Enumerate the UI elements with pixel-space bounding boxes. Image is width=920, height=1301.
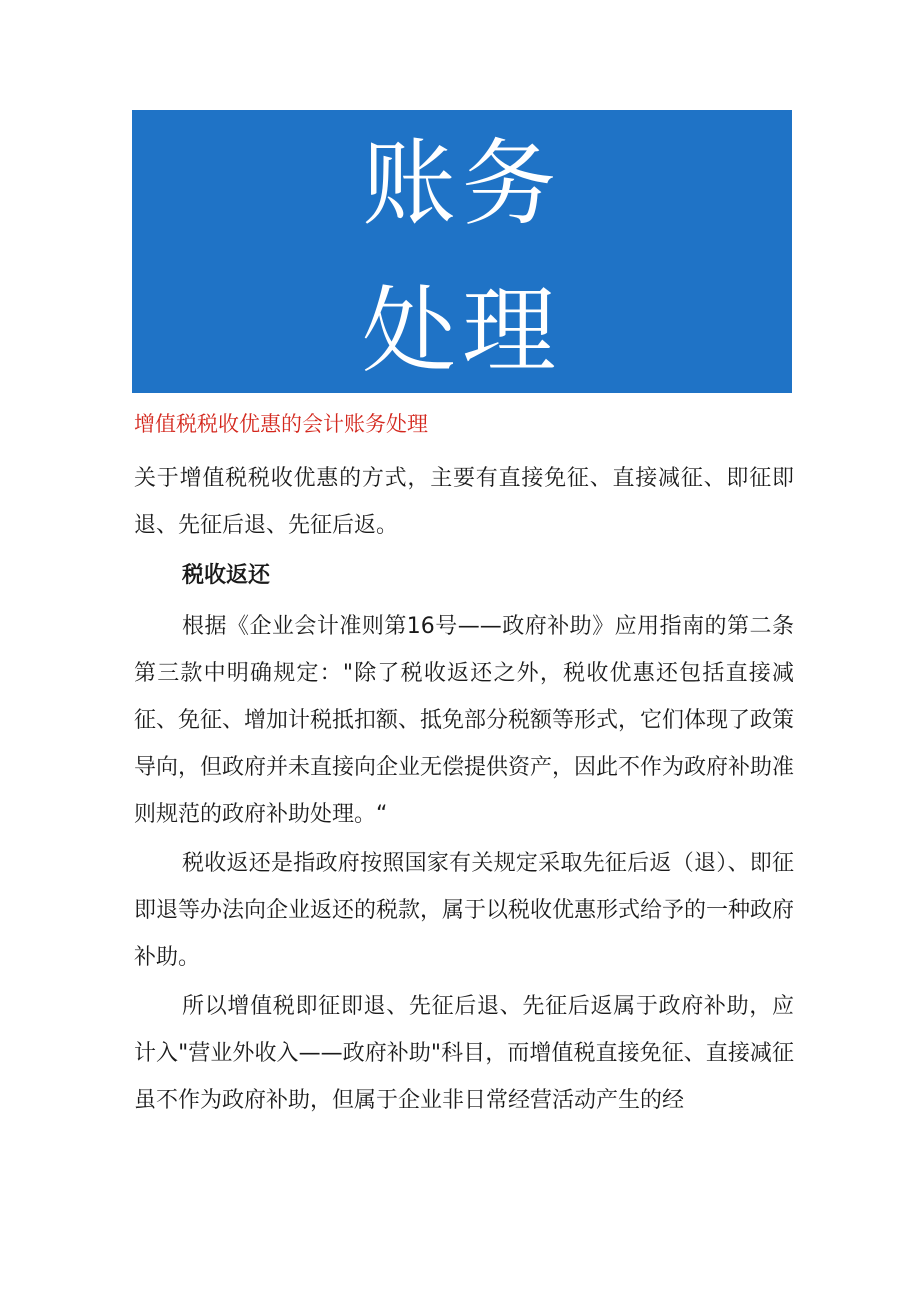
intro-paragraph: 关于增值税税收优惠的方式，主要有直接免征、直接减征、即征即退、先征后退、先征后返。 [134,466,794,538]
banner-title-line-1: 账务 [361,130,562,239]
body-paragraph-2: 税收返还是指政府按照国家有关规定采取先征后返（退）、即征即退等办法向企业返还的税款，属于以税收优惠形式给予的一种政府补助。 [134,851,795,970]
banner-title-line-2: 处理 [361,277,562,386]
title-banner [132,110,792,393]
body-paragraph-3: 所以增值税即征即退、先征后退、先征后返属于政府补助，应计入"营业外收入——政府补助"科目，而增值税直接免征、直接减征虽不作为政府补助，但属于企业非日常经营活动产生的经 [134,994,794,1113]
document-subtitle: 增值税税收优惠的会计账务处理 [134,412,428,436]
section-heading: 税收返还 [182,563,271,588]
document-body [134,455,794,1124]
body-paragraph-1: 根据《企业会计准则第16号——政府补助》应用指南的第二条第三款中明确规定："除了税收返还之外，税收优惠还包括直接减征、免征、增加计税抵扣额、抵免部分税额等形式，它们体现了政策导向，但政府并未直接向企业无偿提供资产，因此不作为政府补助准则规范的政府补助处理。“ [134,614,795,827]
